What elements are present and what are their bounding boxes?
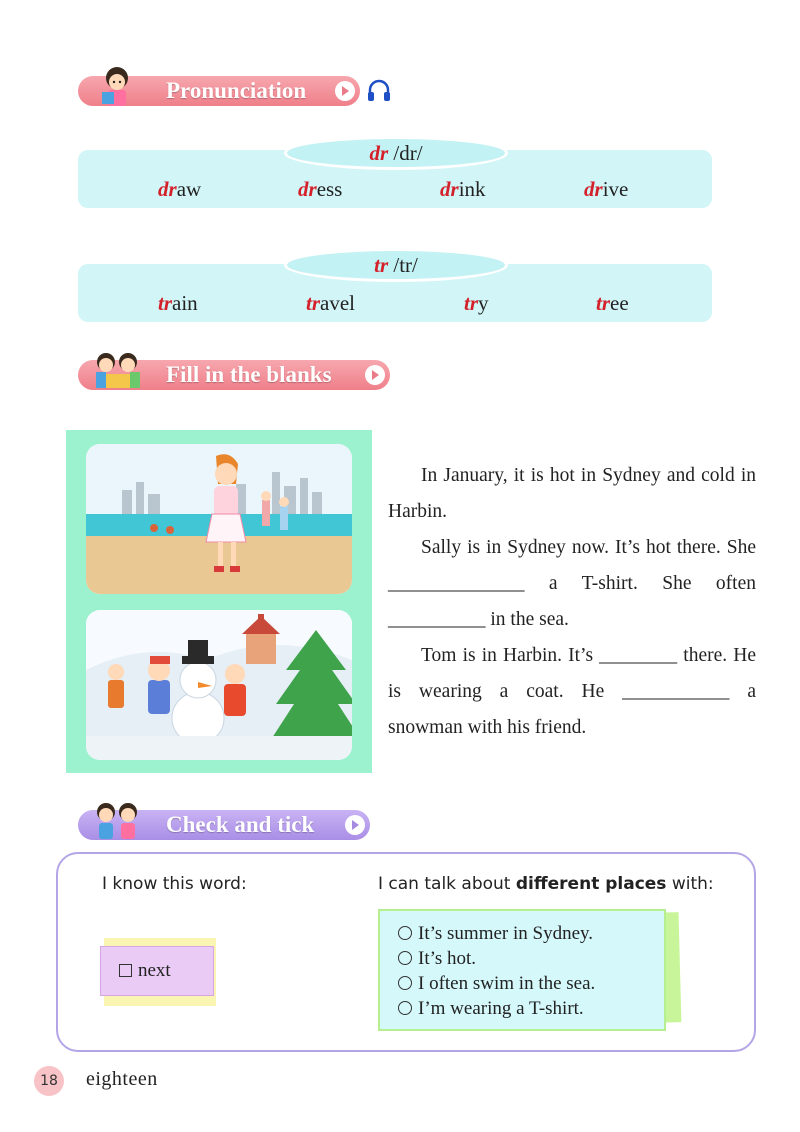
paragraph-1: In January, it is hot in Sydney and cold in Harbin. <box>388 465 756 522</box>
word-drink[interactable] <box>440 177 486 202</box>
word-tree[interactable] <box>596 291 629 316</box>
talk-prefix: I can talk about <box>378 874 516 894</box>
word-train[interactable] <box>158 291 198 316</box>
section-header-check-and-tick <box>78 810 370 840</box>
phonics-symbol: /dr/ <box>393 141 423 165</box>
sentence-text: It’s hot. <box>418 948 477 969</box>
word-prefix: tr <box>596 291 611 315</box>
word-prefix: tr <box>464 291 479 315</box>
word-drive[interactable] <box>584 177 628 202</box>
know-word-label: I know this word: <box>102 874 247 894</box>
arrow-right-circle-icon <box>335 81 355 101</box>
sentence-option[interactable] <box>398 921 664 946</box>
sentence-text: I often swim in the sea. <box>418 973 596 994</box>
sentence-card <box>378 909 666 1031</box>
word-card[interactable] <box>100 946 214 996</box>
word-travel[interactable] <box>306 291 355 316</box>
talk-about-label <box>378 874 714 894</box>
sentence-text: I’m wearing a T-shirt. <box>418 998 584 1019</box>
radio-circle-icon[interactable] <box>398 1001 412 1015</box>
sentence-option[interactable] <box>398 996 664 1021</box>
talk-bold: different places <box>515 874 667 894</box>
word-rest: ive <box>602 177 629 201</box>
word-rest: y <box>478 291 489 315</box>
word-rest: ee <box>610 291 629 315</box>
word-next: next <box>138 960 171 981</box>
checkbox-icon[interactable] <box>119 964 132 977</box>
phonics-symbol: /tr/ <box>393 253 418 277</box>
sentence-text: It’s summer in Sydney. <box>418 923 594 944</box>
sentence-option[interactable] <box>398 971 664 996</box>
word-prefix: dr <box>440 177 459 201</box>
mascot-girl-reading-icon <box>86 64 148 108</box>
word-dress[interactable] <box>298 177 342 202</box>
section-header-pronunciation <box>78 76 360 106</box>
arrow-right-circle-icon <box>365 365 385 385</box>
section-title-pronunciation: Pronunciation <box>166 78 307 103</box>
arrow-right-circle-icon <box>345 815 365 835</box>
fill-in-text <box>388 458 756 746</box>
word-rest: ain <box>172 291 198 315</box>
word-try[interactable] <box>464 291 489 316</box>
page-word: eighteen <box>86 1068 158 1090</box>
page-number: 18 <box>34 1066 64 1096</box>
mascot-kids-cheering-icon <box>86 798 148 842</box>
section-header-fill-in-the-blanks <box>78 360 390 390</box>
word-rest: aw <box>176 177 202 201</box>
section-title-check: Check and tick <box>166 812 315 837</box>
phonics-letters: tr <box>374 253 389 277</box>
word-prefix: dr <box>298 177 317 201</box>
talk-suffix: with: <box>666 874 714 894</box>
radio-circle-icon[interactable] <box>398 926 412 940</box>
word-prefix: tr <box>306 291 321 315</box>
word-prefix: dr <box>158 177 177 201</box>
word-prefix: tr <box>158 291 173 315</box>
radio-circle-icon[interactable] <box>398 951 412 965</box>
word-rest: avel <box>320 291 355 315</box>
word-rest: ink <box>458 177 486 201</box>
paragraph-2: Sally is in Sydney now. It’s hot there. She ______________ a T-shirt. She often __________ in the sea. <box>388 537 756 630</box>
sentence-option[interactable] <box>398 946 664 971</box>
beach-scene-image <box>86 444 352 594</box>
word-draw[interactable] <box>158 177 201 202</box>
word-prefix: dr <box>584 177 603 201</box>
headphones-icon[interactable] <box>366 78 392 104</box>
phonics-title-dr <box>284 136 508 170</box>
picture-panel <box>66 430 372 773</box>
mascot-kids-reading-icon <box>86 348 148 392</box>
snow-scene-image <box>86 610 352 760</box>
paragraph-3: Tom is in Harbin. It’s ________ there. He is wearing a coat. He ___________ a snowman with his friend. <box>388 645 756 738</box>
section-title-fill: Fill in the blanks <box>166 362 332 387</box>
phonics-title-tr <box>284 248 508 282</box>
phonics-letters: dr <box>369 141 389 165</box>
radio-circle-icon[interactable] <box>398 976 412 990</box>
word-rest: ess <box>316 177 343 201</box>
